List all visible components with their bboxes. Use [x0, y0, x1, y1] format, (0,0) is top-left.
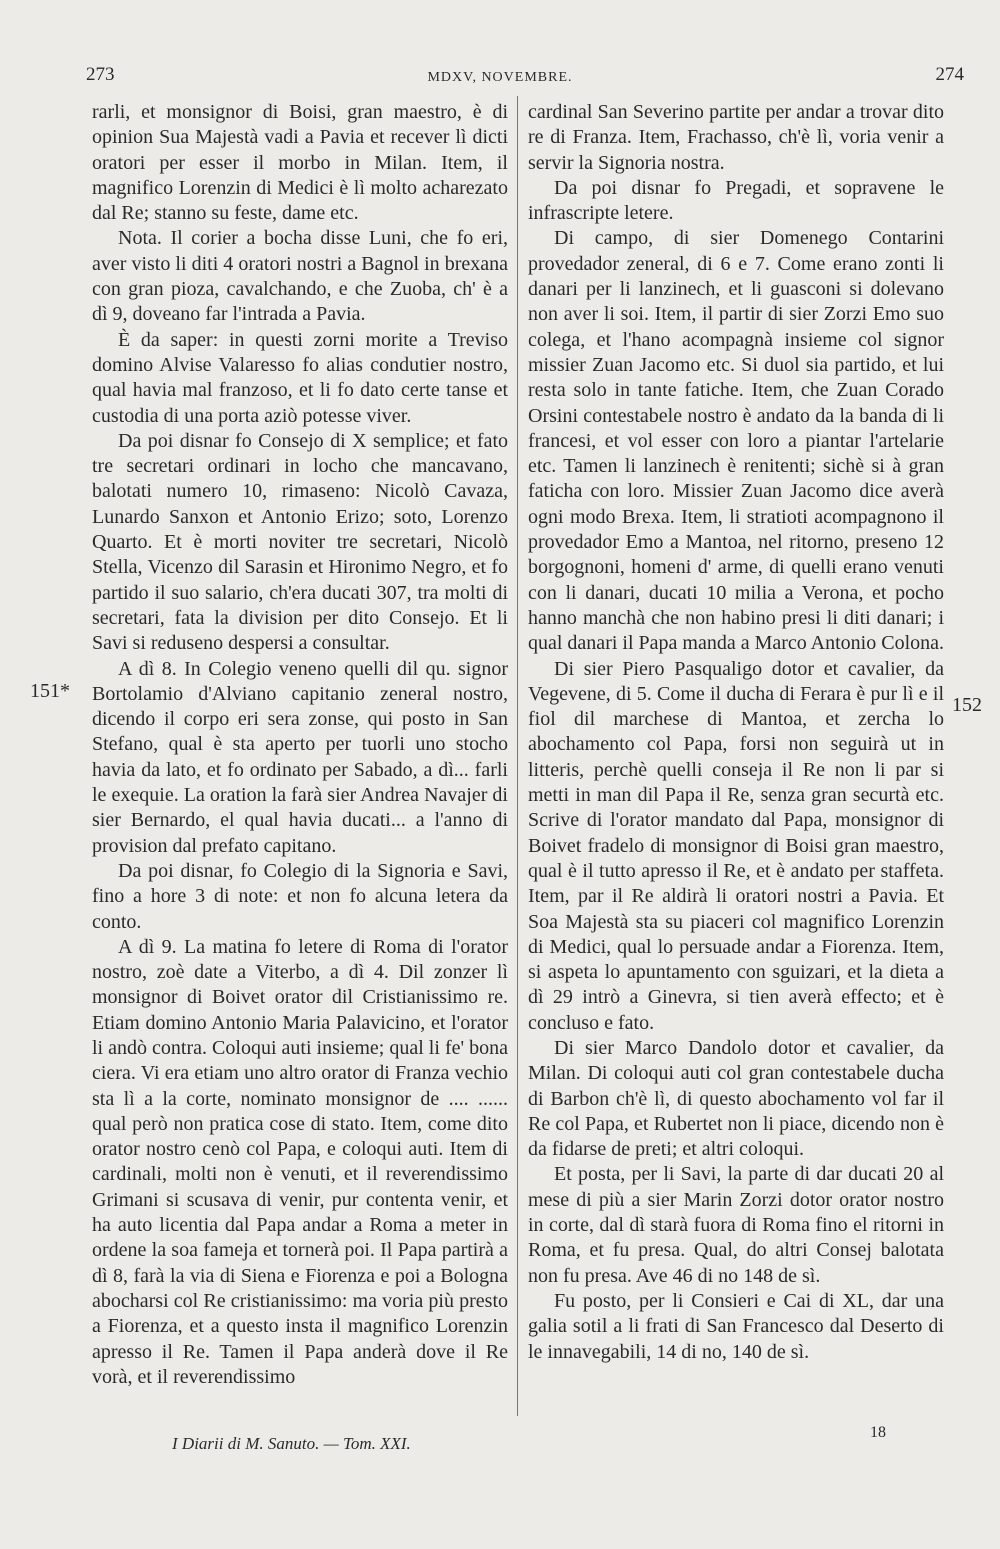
margin-note-left: 151*: [30, 680, 70, 702]
signature-mark: 18: [870, 1424, 886, 1441]
column-divider: [517, 96, 518, 1416]
right-column: [528, 100, 944, 1365]
left-column: [92, 100, 508, 1390]
paragraph: A dì 8. In Colegio veneno quelli dil qu. signor Bortolamio d'Alviano capitanio zeneral nostro, dicendo il corpo eri sera zonse, qui posto in San Stefano, qual è sta aperto per tuorli uno stocho havia da lato, et fo ordinato per Sabado, a dì... farli le exequie. La oration la farà sier Andrea Navajer di sier Bernardo, el qual havia ducati... a l'anno di provision dal prefato capitano.: [92, 657, 508, 857]
paragraph: Nota. Il corier a bocha disse Luni, che fo eri, aver visto li diti 4 oratori nostri a Bagnol in brexana con gran pioza, cavalchando, e che Zuoba, ch' è a dì 9, doveano far l'intrada a Pavia.: [92, 227, 508, 326]
paragraph: Di sier Marco Dandolo dotor et cavalier, da Milan. Di coloqui auti col gran contestabele ducha di Barbon ch'è lì, di questo abochamento vol far il Re col Papa, et Rubertet non li piace, dicendo non è da fidarse de preti; et altri coloqui.: [528, 1036, 944, 1161]
page-number-left: 273: [86, 64, 115, 85]
paragraph: Da poi disnar fo Consejo di X semplice; et fato tre secretari ordinari in locho che mancavano, balotati numero 10, rimaseno: Nicolò Cavaza, Lunardo Sanxon et Antonio Erizo; soto, Lorenzo Quarto. Et è morti noviter tre secretari, Nicolò Stella, Vicenzo dil Sarasin et Hironimo Negro, et fo partido il suo salario, ch'era ducati 307, tra molti di secretari, fata la division per dito Consejo. Et li Savi si reduseno despersi a consultar.: [92, 429, 508, 655]
paragraph: Da poi disnar, fo Colegio di la Signoria e Savi, fino a hore 3 di note: et non fo alcuna letera da conto.: [92, 859, 508, 933]
paragraph: Di sier Piero Pasqualigo dotor et cavalier, da Vegevene, di 5. Come il ducha di Ferara è pur lì e il fiol dil marchese di Mantoa, et zercha lo abochamento col Papa, forsi non seguirà ut in litteris, perchè quelli conseja il Re non li par si metti in man dil Papa il Re, senza gran securtà etc. Scrive di l'orator mandato dal Papa, monsignor di Boivet fradelo di monsignor di Boisi gran maestro, qual è il tutto apresso il Re, et è andato per staffeta. Item, par il Re aldirà li oratori nostri a Pavia. Et Soa Majestà sta su piaceri col magnifico Lorenzin di Medici, qual lo persuade andar a Fiorenza. Item, si aspeta lo apuntamento con sguizari, et la dieta a dì 29 intrò a Ginevra, si tien averà effecto; et è concluso e fato.: [528, 657, 944, 1034]
footer-citation: I Diarii di M. Sanuto. — Tom. XXI.: [172, 1434, 411, 1453]
paragraph: Et posta, per li Savi, la parte di dar ducati 20 al mese di più a sier Marin Zorzi dotor orator nostro in corte, dal dì starà fuora di Roma fino el ritorni in Roma, et fu presa. Qual, do altri Consej balotata non fu presa. Ave 46 di no 148 de sì.: [528, 1163, 944, 1287]
page-number-right: 274: [935, 64, 964, 85]
paragraph: Da poi disnar fo Pregadi, et sopravene le infrascripte letere.: [528, 176, 944, 225]
paragraph: cardinal San Severino partite per andar a trovar dito re di Franza. Item, Frachasso, ch'è lì, voria venir a servir la Signoria nostra.: [528, 101, 944, 174]
paragraph: Fu posto, per li Consieri e Cai di XL, dar una galia sotil a li frati di San Francesco dal Deserto di le innavegabili, 14 di no, 140 de sì.: [528, 1289, 944, 1363]
margin-note-right: 152: [952, 694, 982, 716]
paragraph: È da saper: in questi zorni morite a Treviso domino Alvise Valaresso fo alias condutier nostro, qual havia mal franzoso, et li fo dato certe tanse et custodia di una porta aziò potesse viver.: [92, 328, 508, 427]
running-title: MDXV, NOVEMBRE.: [427, 70, 573, 85]
paragraph: Di campo, di sier Domenego Contarini provedador zeneral, di 6 e 7. Come erano zonti li danari per li lanzinech, et li guasconi si dolevano non aver li soi. Item, il partir di sier Zorzi Emo suo colega, et l'hano acompagnà insieme col signor missier Zuan Jacomo etc. Si duol sia partido, et lui resta solo in tante fatiche. Item, che Zuan Corado Orsini contestabele nostro è andato da la banda di li francesi, et vol esser con loro a piantar l'artelarie etc. Tamen li lanzinech è renitenti; sichè si à gran faticha con loro. Missier Zuan Jacomo dice averà ogni modo Brexa. Item, li stratioti acompagnono il provedador Emo a Mantoa, nel ritorno, preseno 12 borgognoni, homeni d' arme, di quelli erano venuti con li danari, ducati 10 milia a Verona, et pocho hanno manchà che non habino presi li diti danari; i qual danari il Papa manda a Marco Antonio Colona.: [528, 227, 945, 655]
paragraph: A dì 9. La matina fo letere di Roma di l'orator nostro, zoè date a Viterbo, a dì 4. Dil zonzer lì monsignor di Boivet orator dil Cristianissimo re. Etiam domino Antonio Maria Palavicino, et l'orator li andò contra. Coloqui auti insieme; qual li fe' bona ciera. Vi era etiam uno altro orator di Franza vechio sta lì a la corte, nominato monsignor de .... ...... qual però non pratica cose di stato. Item, come dito orator nostro cenò col Papa, e coloqui auti. Item di cardinali, molti non è venuti, et il reverendissimo Grimani si scusava di venir, pur contenta venir, et ha auto licentia dal Papa andar a Roma a meter in ordene la soa fameja et tornerà poi. Il Papa partirà a dì 8, farà la via di Siena e Fiorenza e poi a Bologna abocharsi col Re cristianissimo: ma voria più presto a Fiorenza, et a questo insta il magnifico Lorenzin apresso il Re. Tamen il Papa anderà dove il Re vorà, et il reverendissimo: [92, 935, 508, 1388]
paragraph: rarli, et monsignor di Boisi, gran maestro, è di opinion Sua Majestà vadi a Pavia et recever lì dicti oratori per esser il morbo in Milan. Item, il magnifico Lorenzin di Medici è lì molto acharezato dal Re; stanno su feste, dame etc.: [92, 101, 508, 225]
